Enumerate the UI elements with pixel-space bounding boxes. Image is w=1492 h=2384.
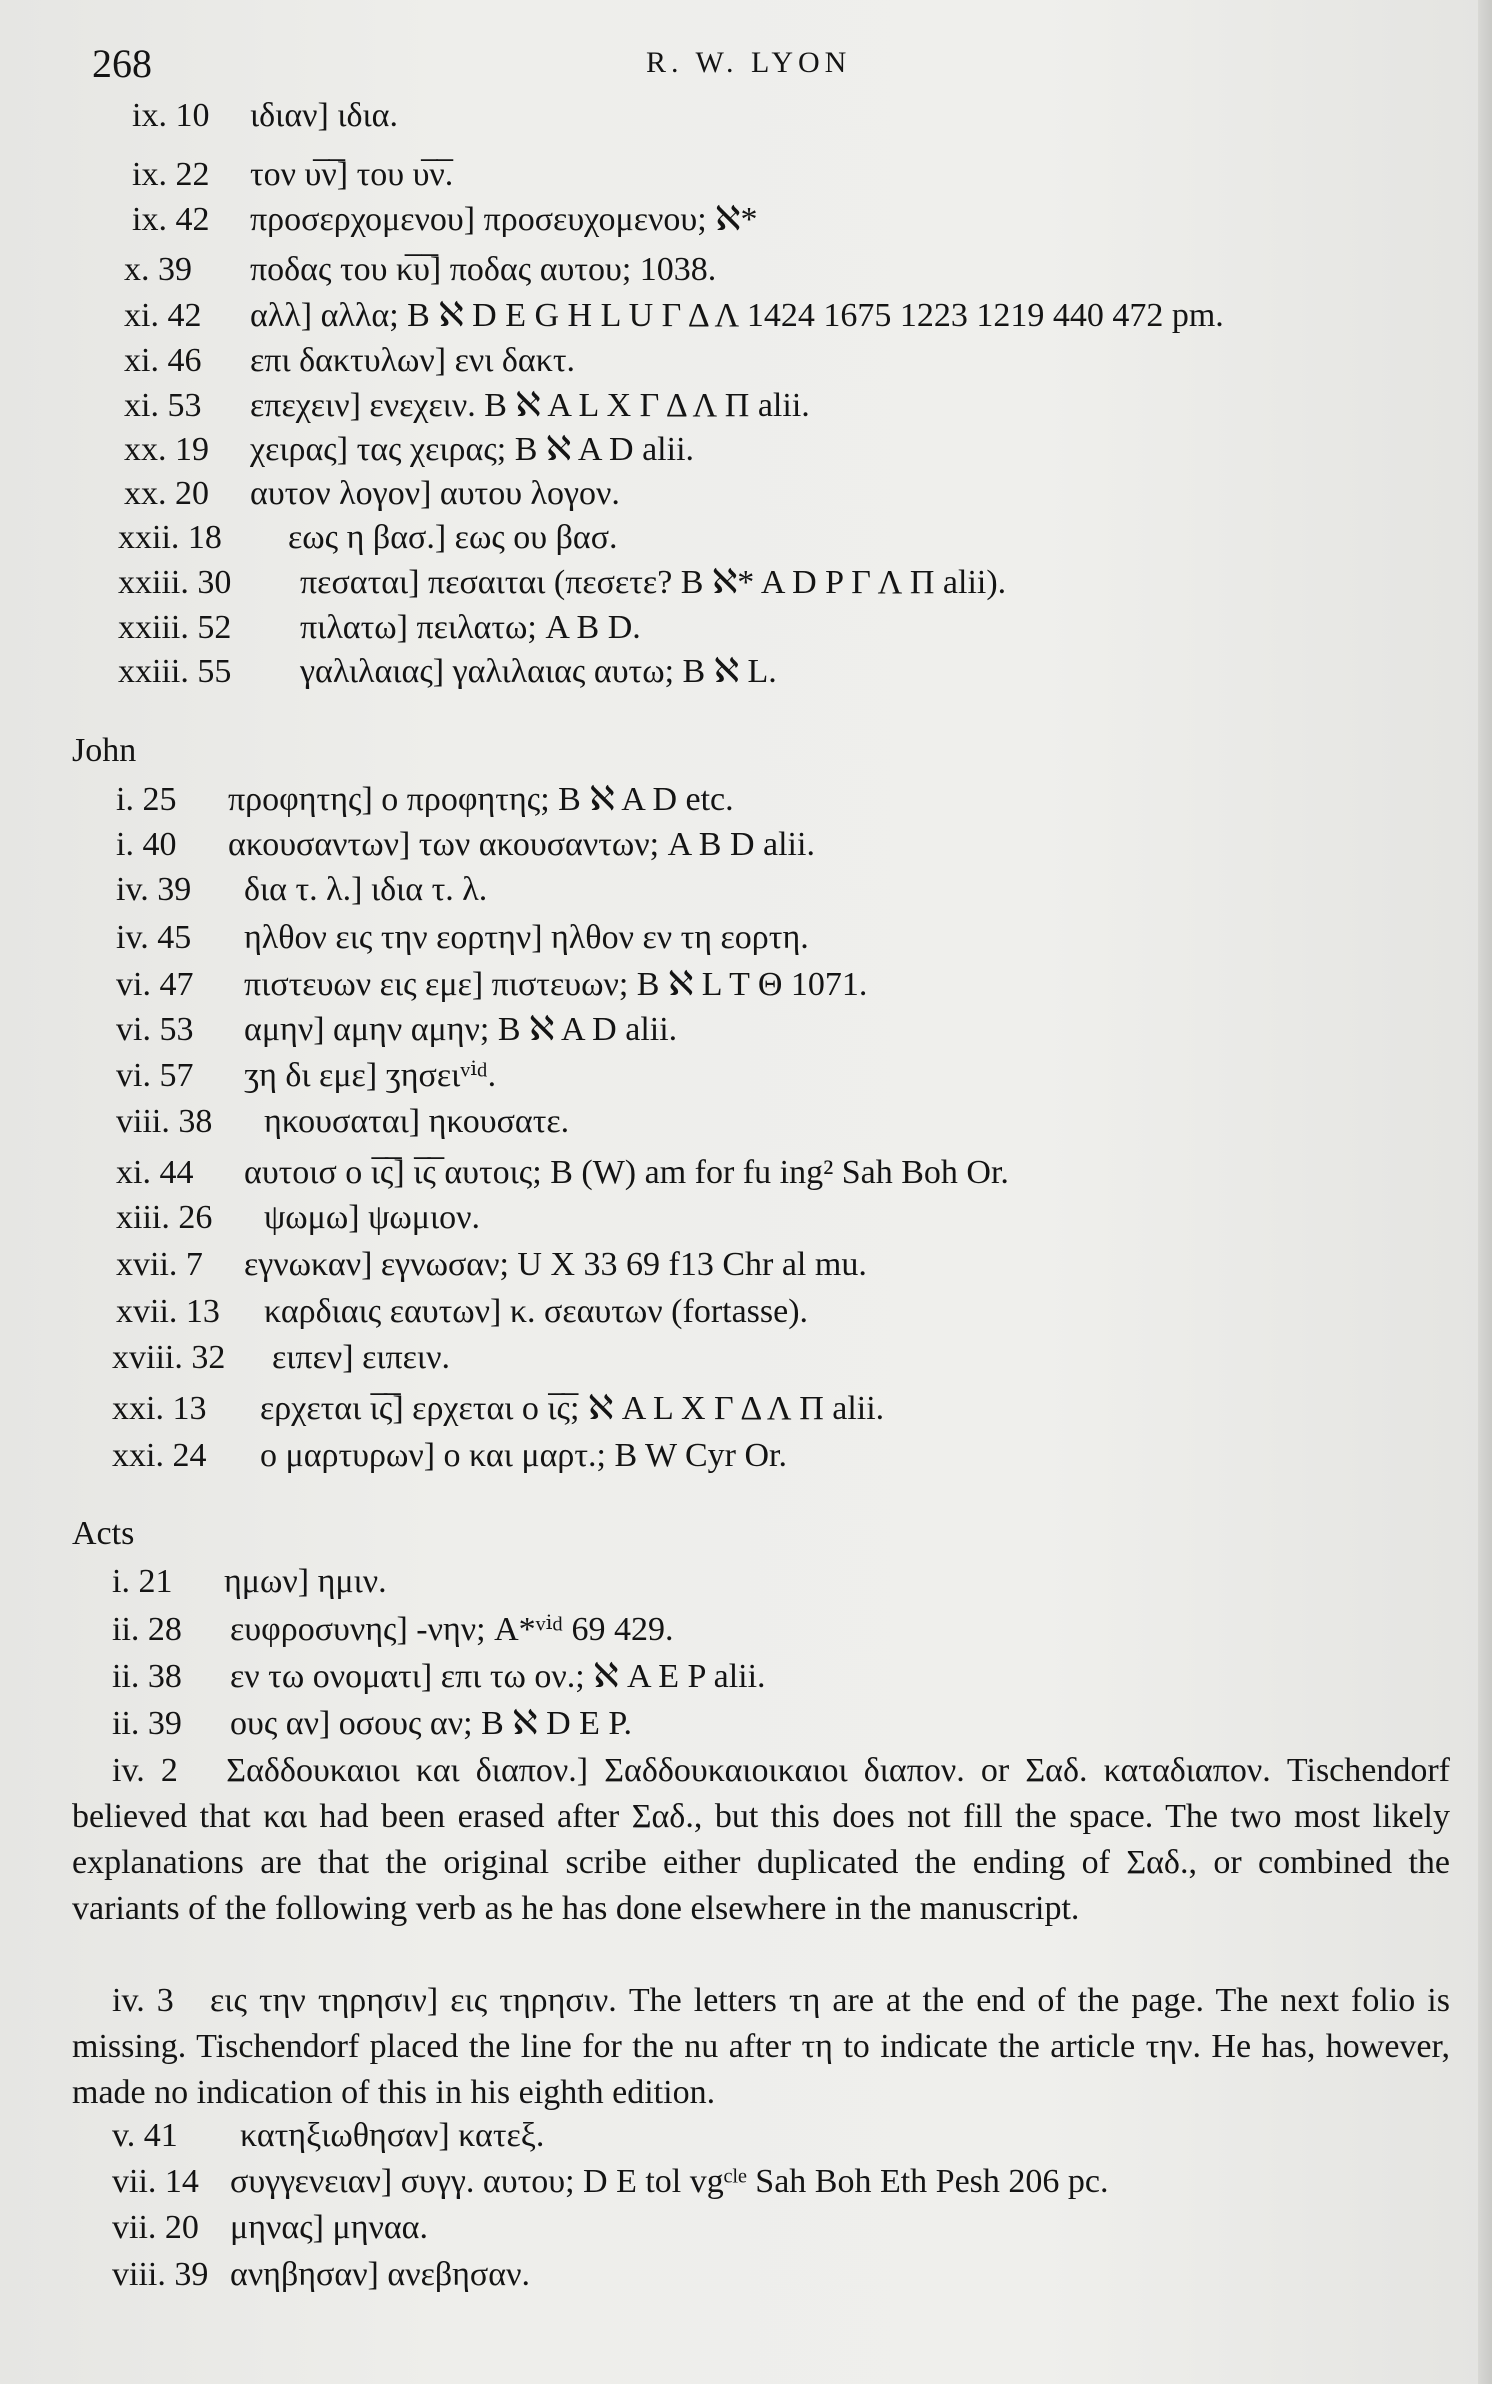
variant-reading: καρδιαις εαυτων] κ. σεαυτων (fortasse). [264, 1293, 809, 1330]
verse-reference: ii. 39 [112, 1705, 182, 1742]
variant-reading: τον υ̅ν̅] του υ̅ν̅. [250, 156, 454, 193]
collation-entry [118, 608, 641, 648]
variant-reading: κατηξιωθησαν] κατεξ. [240, 2117, 545, 2154]
collation-entry [112, 2162, 1109, 2202]
variant-reading: ους αν] οσους αν; B ℵ D E P. [230, 1705, 633, 1742]
variant-reading: ακουσαντων] των ακουσαντων; A B D alii. [228, 826, 815, 863]
commentary-text: Σαδδουκαιοι και διαπον.] Σαδδουκαιοικαιοι διαπον. or Σαδ. καταδιαπον. Tischendorf believed that και had been erased after Σαδ., but this does not fill the space. The two most likely explanations are that the original scribe either duplicated the ending of Σαδ., or combined the variants of the following verb as he has done elsewhere in the manuscript. [72, 1752, 1450, 1927]
verse-reference: x. 39 [124, 251, 192, 288]
variant-reading: ημων] ημιν. [224, 1563, 387, 1600]
variant-reading: ηλθον εις την εορτην] ηλθον εν τη εορτη. [244, 919, 809, 956]
verse-reference: iv. 2 [112, 1752, 178, 1789]
collation-entry [116, 965, 867, 1005]
variant-reading: ψωμω] ψωμιον. [264, 1199, 481, 1236]
collation-entry [116, 1056, 496, 1096]
variant-reading: αλλ] αλλα; B ℵ D E G H L U Γ Δ Λ 1424 1675 1223 1219 440 472 pm. [250, 297, 1224, 334]
verse-reference: xx. 19 [124, 431, 209, 468]
verse-reference: xi. 46 [124, 342, 202, 379]
verse-reference: xx. 20 [124, 475, 209, 512]
collation-entry [116, 1198, 480, 1238]
collation-entry [116, 1010, 677, 1050]
variant-reading: ηκουσαται] ηκουσατε. [264, 1103, 570, 1140]
collation-entry [112, 1436, 787, 1476]
commentary-paragraph-iv3 [72, 1978, 1450, 2116]
collation-entry [112, 2208, 428, 2248]
variant-reading: ιδιαν] ιδια. [250, 97, 398, 134]
verse-reference: viii. 39 [112, 2256, 209, 2293]
variant-reading: ευφροσυνης] -νην; A*ᵛⁱᵈ 69 429. [230, 1611, 674, 1648]
page-edge-shadow [1478, 0, 1492, 2384]
variant-reading: δια τ. λ.] ιδια τ. λ. [244, 871, 488, 908]
verse-reference: v. 41 [112, 2117, 178, 2154]
verse-reference: xviii. 32 [112, 1339, 226, 1376]
collation-entry [112, 2116, 544, 2156]
verse-reference: xi. 53 [124, 387, 202, 424]
section-heading-acts: Acts [72, 1515, 135, 1552]
verse-reference: iv. 39 [116, 871, 192, 908]
collation-entry [116, 1292, 808, 1332]
verse-reference: xxiii. 55 [118, 653, 232, 690]
verse-reference: ii. 38 [112, 1658, 182, 1695]
verse-reference: ii. 28 [112, 1611, 182, 1648]
running-head-author: R. W. LYON [646, 46, 852, 79]
page-number: 268 [92, 41, 152, 86]
variant-reading: πεσαται] πεσαιται (πεσετε? B ℵ* A D P Γ Λ Π alii). [300, 564, 1007, 601]
commentary-text: εις την τηρησιν] εις τηρησιν. The letters τη are at the end of the page. The next folio is missing. Tischendorf placed the line for the nu after τη to indicate the article την. He has, however, made no indication of this in his eighth edition. [72, 1982, 1450, 2111]
variant-reading: εως η βασ.] εως ου βασ. [288, 519, 618, 556]
variant-reading: πιστευων εις εμε] πιστευων; B ℵ L T Θ 1071. [244, 966, 868, 1003]
verse-reference: vi. 57 [116, 1057, 194, 1094]
verse-reference: xiii. 26 [116, 1199, 213, 1236]
variant-reading: αυτοισ ο ι̅ς̅] ι̅ς̅ αυτοις; B (W) am for fu ing² Sah Boh Or. [244, 1154, 1009, 1191]
verse-reference: xxi. 13 [112, 1390, 207, 1427]
variant-reading: μηνας] μηναα. [230, 2209, 428, 2246]
collation-entry [116, 1245, 867, 1285]
collation-entry [116, 918, 809, 958]
variant-reading: αμην] αμην αμην; B ℵ A D alii. [244, 1011, 678, 1048]
collation-entry [132, 155, 453, 195]
collation-entry [124, 430, 694, 470]
verse-reference: vi. 53 [116, 1011, 194, 1048]
verse-reference: xxiii. 52 [118, 609, 232, 646]
running-head [0, 40, 1492, 90]
collation-entry [132, 200, 758, 240]
variant-reading: πιλατω] πειλατω; A B D. [300, 609, 641, 646]
collation-entry [112, 1610, 674, 1650]
collation-entry [124, 386, 810, 426]
verse-reference: ix. 22 [132, 156, 210, 193]
collation-entry [124, 296, 1224, 336]
collation-entry [112, 1338, 450, 1378]
verse-reference: i. 21 [112, 1563, 173, 1600]
collation-entry [118, 652, 777, 692]
variant-reading: εν τω ονοματι] επι τω ον.; ℵ A E P alii. [230, 1658, 766, 1695]
variant-reading: προσερχομενου] προσευχομενου; ℵ* [250, 201, 758, 238]
collation-entry [124, 474, 620, 514]
collation-entry [116, 1102, 569, 1142]
verse-reference: vi. 47 [116, 966, 194, 1003]
variant-reading: ειπεν] ειπειν. [272, 1339, 450, 1376]
variant-reading: συγγενειαν] συγγ. αυτου; D E tol vgᶜˡᵉ Sah Boh Eth Pesh 206 pc. [230, 2163, 1109, 2200]
variant-reading: αυτον λογον] αυτου λογον. [250, 475, 620, 512]
variant-reading: προφητης] ο προφητης; B ℵ A D etc. [228, 781, 734, 818]
verse-reference: xxii. 18 [118, 519, 222, 556]
commentary-paragraph-iv2 [72, 1748, 1450, 1932]
verse-reference: ix. 42 [132, 201, 210, 238]
collation-entry [112, 1704, 632, 1744]
collation-entry [112, 1562, 387, 1602]
collation-entry [112, 2255, 530, 2295]
collation-entry [112, 1389, 884, 1429]
verse-reference: viii. 38 [116, 1103, 213, 1140]
verse-reference: xvii. 13 [116, 1293, 220, 1330]
collation-entry [116, 1153, 1009, 1193]
verse-reference: vii. 20 [112, 2209, 199, 2246]
verse-reference: xi. 42 [124, 297, 202, 334]
variant-reading: ʒη δι εμε] ʒησειᵛⁱᵈ. [244, 1057, 497, 1094]
verse-reference: xi. 44 [116, 1154, 194, 1191]
variant-reading: επι δακτυλων] ενι δακτ. [250, 342, 576, 379]
variant-reading: γαλιλαιας] γαλιλαιας αυτω; B ℵ L. [300, 653, 777, 690]
variant-reading: ανηβησαν] ανεβησαν. [230, 2256, 530, 2293]
collation-entry [118, 518, 618, 558]
collation-entry [132, 96, 398, 136]
verse-reference: iv. 3 [112, 1982, 174, 2019]
verse-reference: xxi. 24 [112, 1437, 207, 1474]
verse-reference: iv. 45 [116, 919, 192, 956]
variant-reading: ο μαρτυρων] ο και μαρτ.; B W Cyr Or. [260, 1437, 787, 1474]
verse-reference: vii. 14 [112, 2163, 199, 2200]
collation-entry [116, 870, 487, 910]
collation-entry [112, 1657, 766, 1697]
collation-entry [116, 780, 734, 820]
verse-reference: ix. 10 [132, 97, 210, 134]
verse-reference: i. 40 [116, 826, 177, 863]
verse-reference: xxiii. 30 [118, 564, 232, 601]
section-heading-john: John [72, 732, 137, 769]
variant-reading: εγνωκαν] εγνωσαν; U X 33 69 f13 Chr al mu. [244, 1246, 867, 1283]
variant-reading: ποδας του κ̅υ̅] ποδας αυτου; 1038. [250, 251, 717, 288]
variant-reading: επεχειν] ενεχειν. B ℵ A L X Γ Δ Λ Π alii. [250, 387, 810, 424]
verse-reference: i. 25 [116, 781, 177, 818]
collation-entry [124, 341, 575, 381]
collation-entry [124, 250, 716, 290]
collation-entry [116, 825, 815, 865]
variant-reading: χειρας] τας χειρας; B ℵ A D alii. [250, 431, 695, 468]
verse-reference: xvii. 7 [116, 1246, 203, 1283]
variant-reading: ερχεται ι̅ς̅] ερχεται ο ι̅ς̅; ℵ A L X Γ Δ Λ Π alii. [260, 1390, 885, 1427]
collation-entry [118, 563, 1006, 603]
